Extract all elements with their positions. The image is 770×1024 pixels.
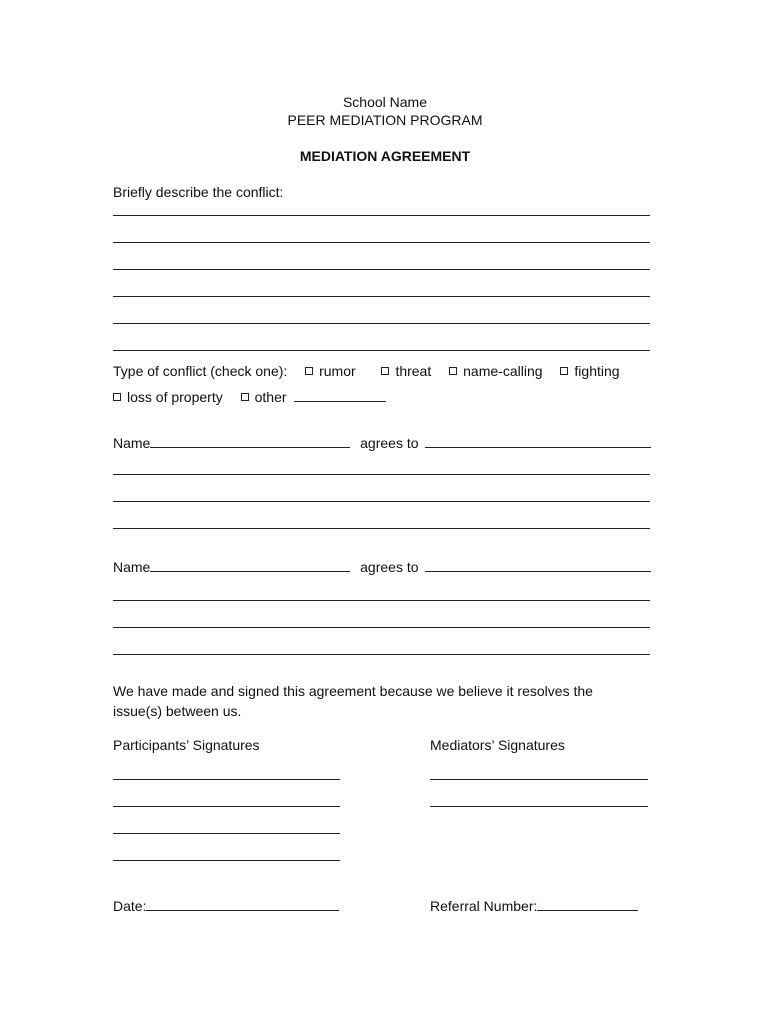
date-row [113, 898, 339, 914]
date-field[interactable] [146, 898, 339, 911]
participant-signature-4[interactable] [113, 860, 340, 861]
party-1-line-1[interactable] [113, 474, 650, 475]
party-2-name-label: Name [113, 559, 151, 575]
referral-label: Referral Number: [430, 898, 538, 914]
participants-signatures-label: Participants’ Signatures [113, 737, 260, 753]
form-title: MEDIATION AGREEMENT [299, 148, 471, 164]
checkbox-fighting[interactable] [560, 367, 568, 375]
party-2-line-2[interactable] [113, 627, 650, 628]
party-2-line-3[interactable] [113, 654, 650, 655]
party-2-agreement-field[interactable] [425, 559, 651, 572]
conflict-line-5[interactable] [113, 323, 650, 324]
option-other: other [254, 389, 287, 405]
mediators-signatures-label: Mediators’ Signatures [430, 737, 565, 753]
party-1-name-label: Name [113, 435, 151, 451]
participant-signature-1[interactable] [113, 779, 340, 780]
participant-signature-2[interactable] [113, 806, 340, 807]
party-1-agreement-field[interactable] [425, 435, 651, 448]
conflict-line-4[interactable] [113, 296, 650, 297]
party-1-row [113, 435, 651, 451]
referral-number-field[interactable] [537, 898, 638, 911]
program-name: PEER MEDIATION PROGRAM [287, 112, 483, 128]
party-1-name-field[interactable] [150, 435, 350, 448]
date-label: Date: [113, 898, 147, 914]
conflict-line-6[interactable] [113, 350, 650, 351]
participant-signature-3[interactable] [113, 833, 340, 834]
school-name: School Name [342, 94, 428, 110]
mediator-signature-1[interactable] [430, 779, 648, 780]
conflict-line-2[interactable] [113, 242, 650, 243]
option-name-calling: name-calling [463, 363, 543, 379]
checkbox-loss-of-property[interactable] [113, 393, 121, 401]
checkbox-rumor[interactable] [305, 367, 313, 375]
party-2-line-1[interactable] [113, 600, 650, 601]
party-2-agrees-label: agrees to [360, 559, 419, 575]
option-threat: threat [395, 363, 432, 379]
party-1-line-3[interactable] [113, 528, 650, 529]
conflict-prompt: Briefly describe the conflict: [113, 184, 284, 200]
checkbox-other[interactable] [241, 393, 249, 401]
conflict-type-row-2 [113, 389, 386, 405]
party-1-line-2[interactable] [113, 501, 650, 502]
party-1-agrees-label: agrees to [360, 435, 419, 451]
option-rumor: rumor [319, 363, 356, 379]
party-2-row [113, 559, 651, 575]
checkbox-name-calling[interactable] [449, 367, 457, 375]
conflict-type-label: Type of conflict (check one): [113, 363, 288, 379]
checkbox-threat[interactable] [381, 367, 389, 375]
statement-line-1: We have made and signed this agreement because we believe it resolves the [113, 683, 593, 699]
mediator-signature-2[interactable] [430, 806, 648, 807]
conflict-type-row-1 [113, 363, 620, 379]
other-blank[interactable] [294, 389, 386, 402]
statement-line-2: issue(s) between us. [113, 703, 242, 719]
referral-row [430, 898, 638, 914]
conflict-line-1[interactable] [113, 215, 650, 216]
option-loss-of-property: loss of property [127, 389, 223, 405]
option-fighting: fighting [574, 363, 620, 379]
party-2-name-field[interactable] [150, 559, 350, 572]
conflict-line-3[interactable] [113, 269, 650, 270]
